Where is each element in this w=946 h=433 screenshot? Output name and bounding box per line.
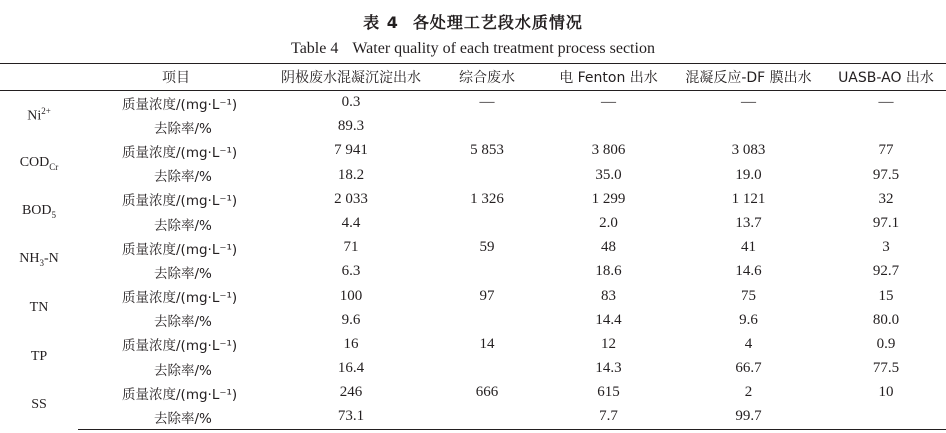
table-cell: 0.9	[876, 335, 896, 352]
table-cell: 14.4	[595, 311, 622, 328]
concentration-label: 质量浓度/(mg·L⁻¹)	[122, 96, 238, 113]
pollutant-name: $BOD_5$	[21, 203, 57, 220]
table-cell: 5 853	[470, 142, 504, 159]
pollutant-name: SS	[31, 396, 47, 412]
table-cell: 2	[744, 384, 753, 401]
table-cell: 3	[882, 239, 890, 256]
table-cell: 10	[878, 384, 894, 401]
table-caption-cn	[0, 10, 946, 33]
table-row	[0, 236, 946, 260]
table-cell: 16.4	[337, 360, 365, 377]
table-cell: 4.4	[341, 215, 361, 232]
table-row	[0, 357, 946, 381]
table-cell: 97.5	[872, 166, 900, 183]
table-cell: 1 121	[731, 190, 766, 207]
table-cell: —	[878, 94, 894, 111]
header-col-1: 阴极废水混凝沉淀出水	[274, 64, 428, 91]
table-row	[0, 260, 946, 284]
table-cell: 18.2	[337, 166, 365, 183]
table-cell	[826, 405, 946, 429]
table-cell: 1 299	[591, 190, 626, 207]
table-cell: 14	[479, 335, 495, 352]
table-cell: 6.3	[341, 263, 361, 280]
table-cell: 48	[601, 239, 616, 256]
concentration-label: 质量浓度/(mg·L⁻¹)	[122, 386, 238, 403]
removal-label: 去除率/%	[78, 405, 274, 429]
table-cell: 4	[744, 335, 753, 352]
table-row	[0, 139, 946, 163]
caption-cn-title: 各处理工艺段水质情况	[412, 13, 583, 32]
header-col-4: 混凝反应-DF 膜出水	[671, 64, 826, 91]
table-cell	[428, 260, 546, 284]
table-cell	[671, 115, 826, 139]
table-cell: 71	[343, 239, 359, 256]
table-cell: 92.7	[872, 263, 900, 280]
header-row	[0, 64, 946, 91]
table-cell: 7 941	[334, 142, 368, 159]
table-cell: 14.3	[595, 360, 622, 377]
pollutant-name: TN	[29, 300, 49, 316]
table-cell: 100	[339, 287, 363, 304]
table-cell: 41	[741, 239, 756, 256]
table-cell: 89.3	[337, 118, 365, 135]
table-row	[0, 284, 946, 308]
header-col-3: 电 Fenton 出水	[546, 64, 671, 91]
caption-en-number: Table 4	[291, 40, 339, 57]
concentration-label: 质量浓度/(mg·L⁻¹)	[122, 144, 238, 161]
table-cell	[428, 308, 546, 332]
header-pollutant	[0, 64, 78, 91]
pollutant-name: $Ni^{2+}$	[27, 105, 51, 124]
table-cell: 14.6	[735, 263, 762, 280]
table-cell: 32	[878, 190, 894, 207]
table-cell: 77.5	[872, 360, 900, 377]
table-cell	[428, 211, 546, 235]
table-cell: 73.1	[274, 405, 428, 429]
header-col-2: 综合废水	[428, 64, 546, 91]
removal-label: 去除率/%	[154, 362, 212, 379]
table-cell	[428, 115, 546, 139]
removal-label: 去除率/%	[154, 265, 212, 282]
table-cell: 2 033	[334, 190, 368, 207]
concentration-label: 质量浓度/(mg·L⁻¹)	[122, 193, 238, 210]
header-col-5: UASB-AO 出水	[826, 64, 946, 91]
table-cell: 97.1	[872, 215, 900, 232]
table-row	[0, 211, 946, 235]
table-cell: 59	[479, 239, 495, 256]
table-cell	[826, 115, 946, 139]
table-cell: 80.0	[872, 311, 900, 328]
concentration-label: 质量浓度/(mg·L⁻¹)	[122, 338, 238, 355]
table-row	[0, 115, 946, 139]
table-cell: 0.3	[341, 94, 361, 111]
table-cell	[428, 357, 546, 381]
table-cell: 246	[339, 384, 363, 401]
table-cell: 83	[601, 287, 616, 304]
removal-label: 去除率/%	[154, 217, 212, 234]
table-cell: 18.6	[595, 263, 622, 280]
table-cell: 15	[878, 287, 894, 304]
removal-label: 去除率/%	[154, 169, 212, 186]
table-cell: 35.0	[595, 166, 622, 183]
table-row	[0, 163, 946, 187]
table-cell: 77	[878, 142, 894, 159]
table-cell: 9.6	[739, 311, 758, 328]
table-cell: 615	[597, 384, 620, 401]
table-cell: 12	[601, 335, 616, 352]
table-cell: 13.7	[735, 215, 762, 232]
table-cell: 16	[343, 335, 359, 352]
table-cell: 2.0	[599, 215, 618, 232]
table-cell: 97	[479, 287, 495, 304]
table-cell	[546, 115, 671, 139]
pollutant-name: $COD_{Cr}$	[19, 154, 59, 172]
table-cell	[428, 405, 546, 429]
table-cell: 7.7	[546, 405, 671, 429]
table-row	[0, 91, 946, 115]
pollutant-name: $NH_3-N$	[19, 251, 59, 269]
removal-label: 去除率/%	[154, 120, 212, 137]
table-cell: 666	[475, 384, 499, 401]
caption-cn-number: 表 4	[363, 13, 399, 32]
table-cell: 3 806	[591, 142, 626, 159]
table-caption-en	[0, 40, 946, 58]
table-cell: —	[741, 94, 756, 111]
table-cell: 99.7	[671, 405, 826, 429]
table-row	[0, 381, 946, 405]
table-cell	[428, 163, 546, 187]
removal-label: 去除率/%	[154, 314, 212, 331]
table-row	[0, 308, 946, 332]
table-cell: —	[479, 94, 495, 111]
concentration-label: 质量浓度/(mg·L⁻¹)	[122, 290, 238, 307]
table-row	[0, 187, 946, 211]
table-cell: 9.6	[341, 311, 361, 328]
table-cell: —	[601, 94, 616, 111]
table-cell: 3 083	[731, 142, 766, 159]
water-quality-table	[0, 63, 946, 430]
table-cell: 66.7	[735, 360, 762, 377]
concentration-label: 质量浓度/(mg·L⁻¹)	[122, 241, 238, 258]
table-row	[0, 332, 946, 356]
caption-en-title: Water quality of each treatment process section	[352, 40, 655, 57]
header-item: 项目	[78, 64, 274, 91]
table-cell: 75	[741, 287, 756, 304]
pollutant-name: TP	[30, 348, 48, 364]
table-body	[0, 91, 946, 430]
table-cell: 1 326	[470, 190, 504, 207]
table-row	[0, 405, 946, 429]
table-cell: 19.0	[735, 166, 762, 183]
